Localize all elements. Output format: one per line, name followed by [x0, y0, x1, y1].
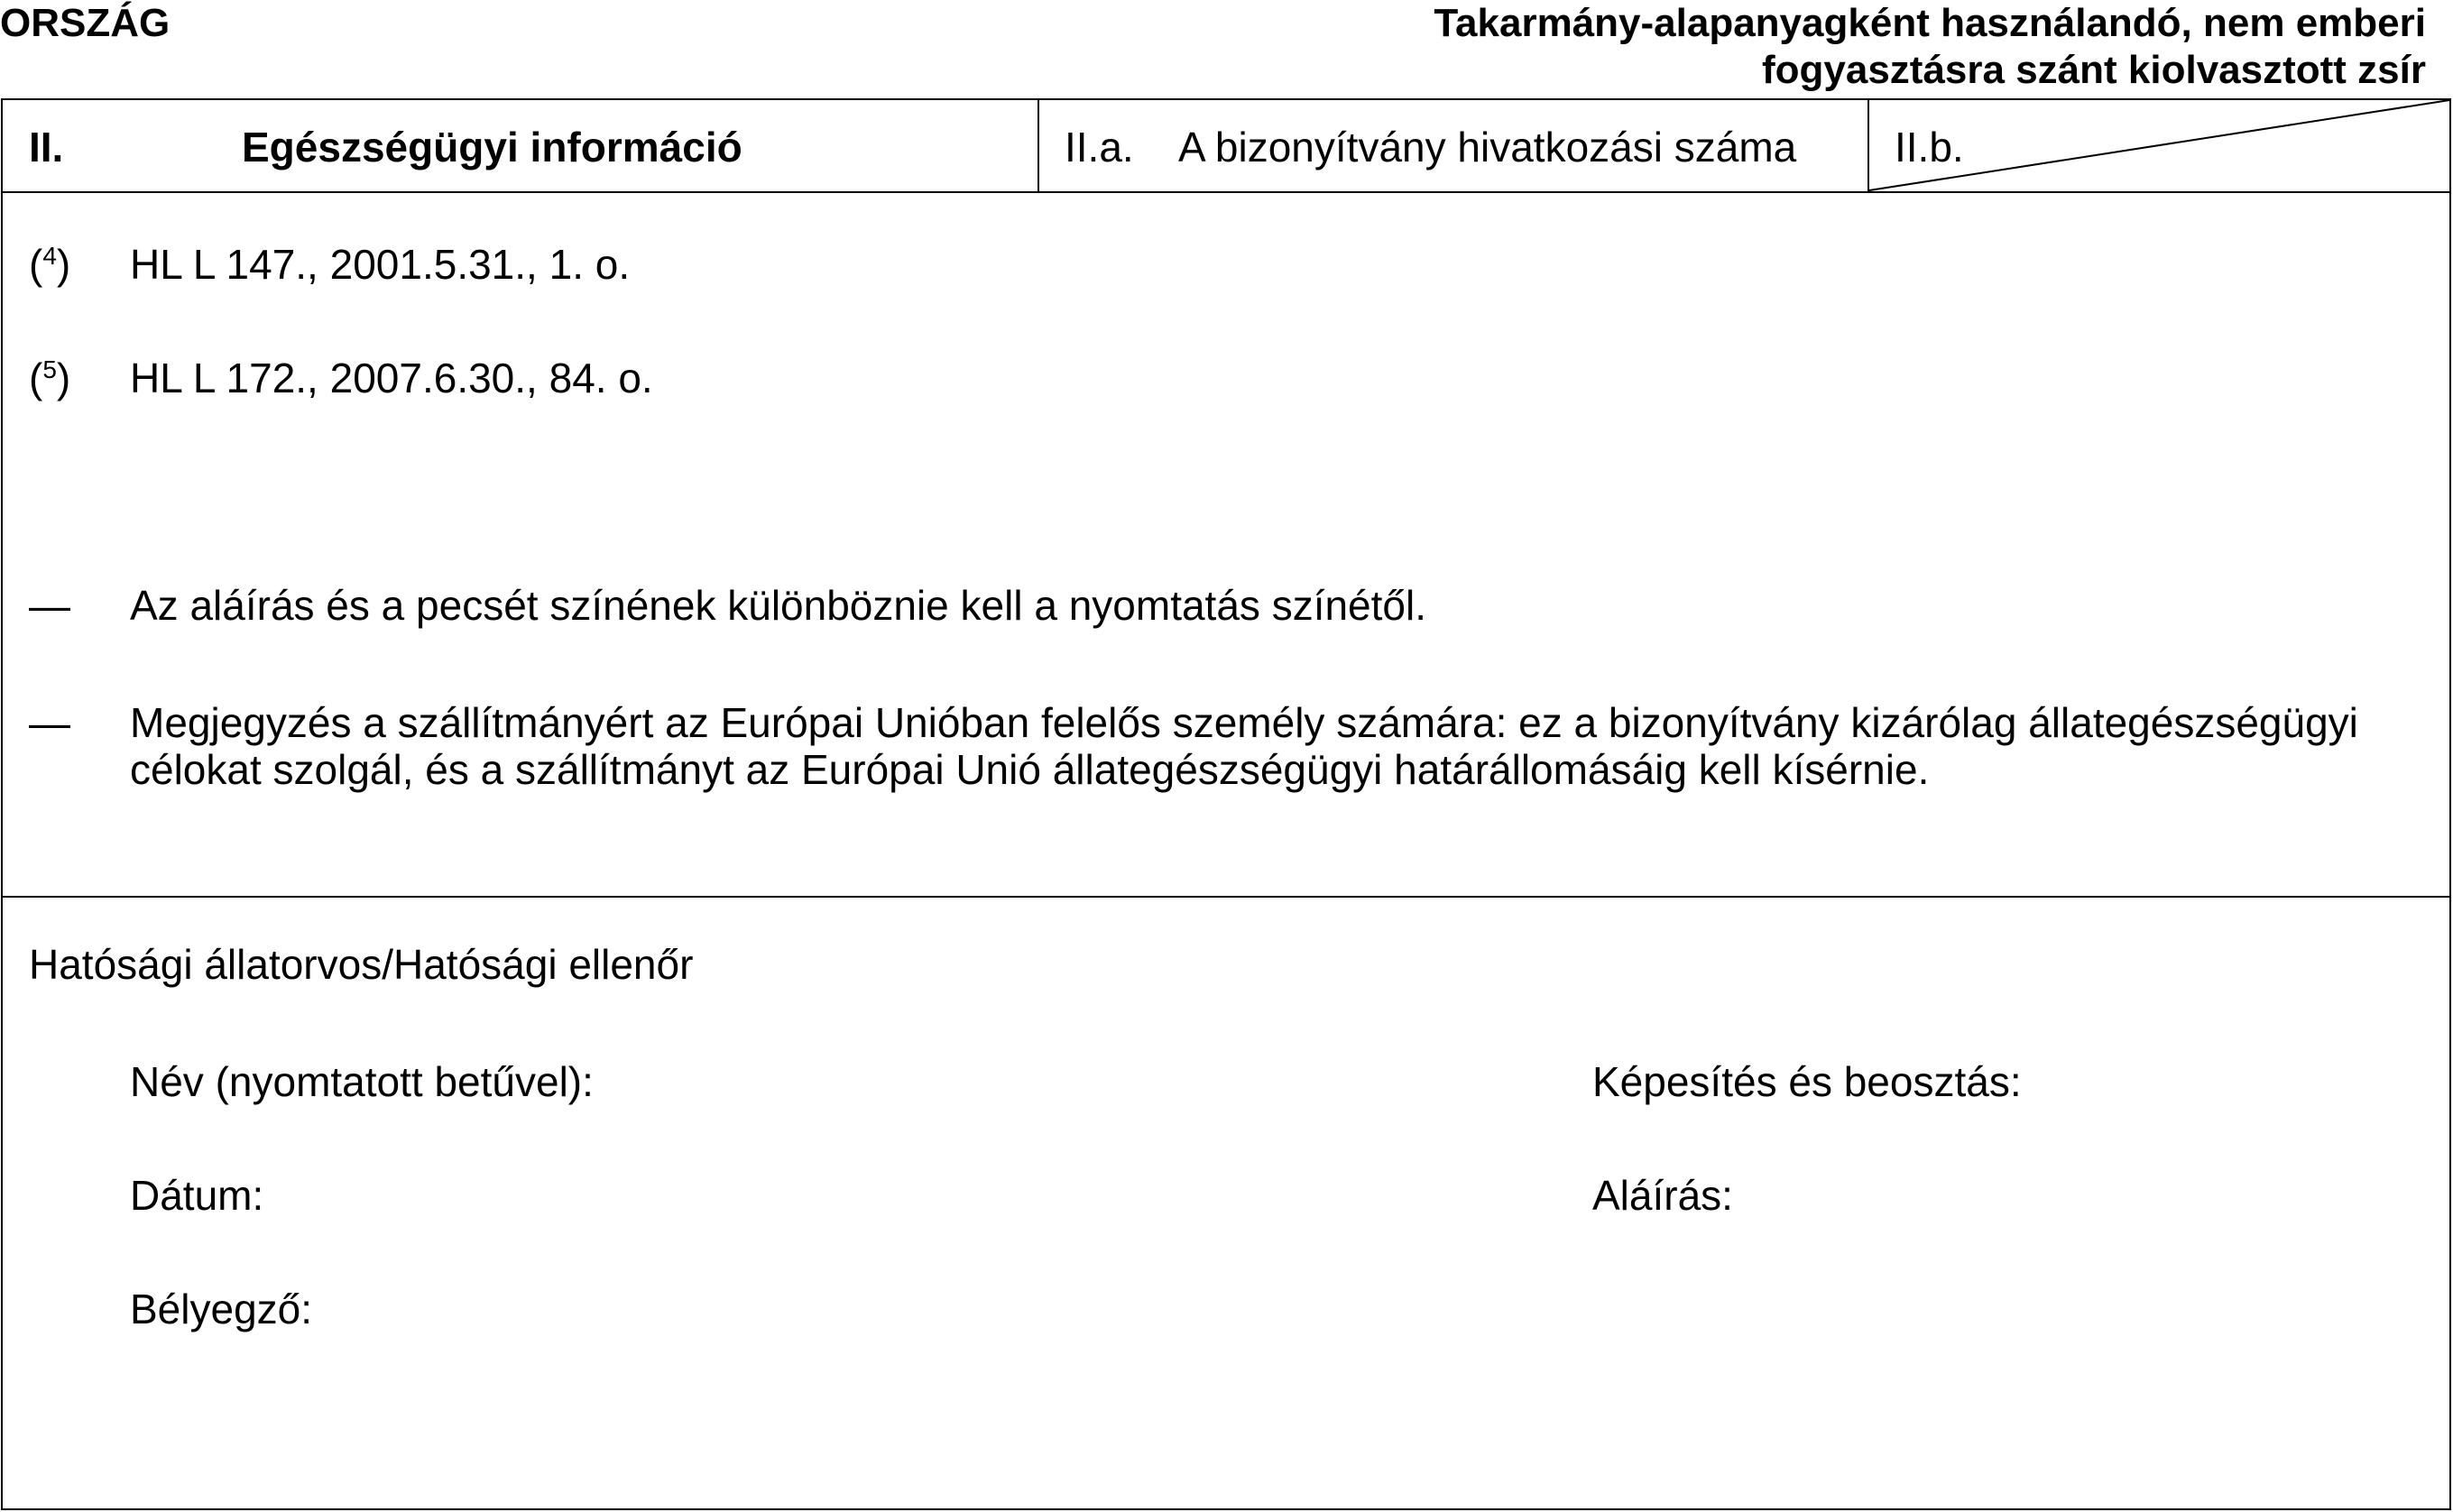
section-title: Egészségügyi információ [242, 124, 742, 171]
signature-block-divider [1, 896, 2451, 898]
country-label: ORSZÁG [0, 1, 171, 45]
note-dash: — [29, 699, 70, 746]
footnote-open-paren: ( [29, 355, 43, 401]
note-text-line1: Megjegyzés a szállítmányért az Európai Unióban felelős személy számára: ez a bizonyítvány kizárólag állategészségügyi [130, 699, 2358, 746]
ref-code-b: II.b. [1895, 124, 1964, 171]
footnote-marker [29, 240, 70, 289]
section-col-divider-a [1037, 98, 1039, 192]
footnote-number: 5 [42, 355, 57, 383]
section-number: II. [29, 124, 64, 171]
signature-label: Aláírás: [1592, 1172, 1733, 1219]
ref-label: A bizonyítvány hivatkozási száma [1178, 124, 1797, 171]
footnote-close-paren: ) [56, 355, 71, 401]
footnote-text: HL L 147., 2001.5.31., 1. o. [130, 241, 631, 288]
note-text: Az aláírás és a pecsét színének különböznie kell a nyomtatás színétől. [130, 582, 1427, 629]
certificate-frame [1, 98, 2451, 1510]
footnote-marker [29, 354, 70, 402]
document-title-line1: Takarmány-alapanyagként használandó, nem emberi [1434, 1, 2426, 45]
name-label: Név (nyomtatott betűvel): [130, 1058, 594, 1105]
qualification-label: Képesítés és beosztás: [1592, 1058, 2022, 1105]
date-label: Dátum: [130, 1172, 264, 1219]
signature-heading: Hatósági állatorvos/Hatósági ellenőr [29, 941, 694, 988]
note-dash: — [29, 582, 70, 629]
footnote-number: 4 [42, 242, 57, 270]
document-title [982, 0, 2426, 94]
footnote-close-paren: ) [56, 241, 71, 288]
stamp-label: Bélyegző: [130, 1286, 313, 1332]
footnote-text: HL L 172., 2007.6.30., 84. o. [130, 355, 653, 401]
ref-code-a: II.a. [1065, 124, 1134, 171]
footnote-open-paren: ( [29, 241, 43, 288]
note-text-line2: célokat szolgál, és a szállítmányt az Európai Unió állategészségügyi határállomásáig kell kísérnie. [130, 746, 1930, 793]
document-title-line2: fogyasztásra szánt kiolvasztott zsír [1761, 48, 2426, 92]
